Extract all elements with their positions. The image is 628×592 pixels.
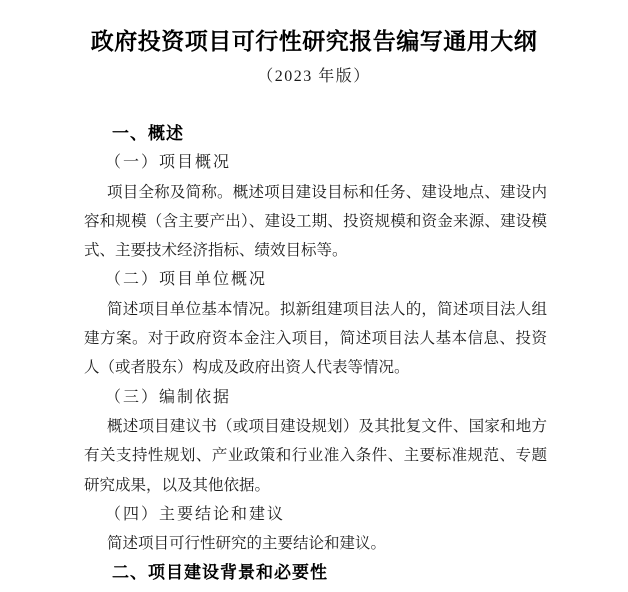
chapter-heading: 一、概述 xyxy=(112,124,184,143)
document-title: 政府投资项目可行性研究报告编写通用大纲 xyxy=(90,29,538,54)
body-paragraph: 概述项目建议书（或项目建设规划）及其批复文件、国家和地方有关支持性规划、产业政策和行业准入条件、主要标准规范、专题研究成果，以及其他依据。 xyxy=(84,417,547,494)
document-body xyxy=(84,87,547,588)
document-subtitle: （2023 年版） xyxy=(257,68,371,85)
sub-section-heading: （二）项目单位概况 xyxy=(105,271,268,289)
sub-section-heading: （三）编制依据 xyxy=(105,388,232,406)
chapter-heading: 二、项目建设背景和必要性 xyxy=(112,563,328,583)
sub-section-heading: （四）主要结论和建议 xyxy=(105,505,286,523)
body-paragraph: 项目全称及简称。概述项目建设目标和任务、建设地点、建设内容和规模（含主要产出）、建设工期、投资规模和资金来源、建设模式、主要技术经济指标、绩效目标等。 xyxy=(84,183,547,260)
body-paragraph: 简述项目可行性研究的主要结论和建议。 xyxy=(107,535,387,553)
body-paragraph: 简述项目单位基本情况。拟新组建项目法人的，简述项目法人组建方案。对于政府资本金注入项目，简述项目法人基本信息、投资人（或者股东）构成及政府出资人代表等情况。 xyxy=(84,300,547,377)
sub-section-heading: （一）项目概况 xyxy=(105,154,232,172)
